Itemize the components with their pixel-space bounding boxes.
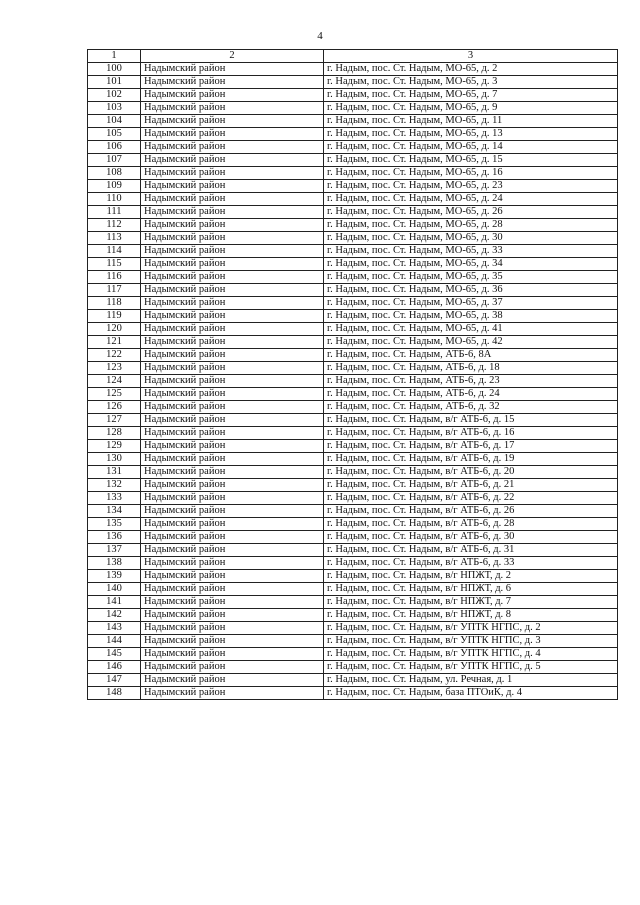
row-number: 141 [88, 596, 141, 609]
row-number: 117 [88, 284, 141, 297]
row-number: 128 [88, 427, 141, 440]
address-cell: г. Надым, пос. Ст. Надым, МО-65, д. 34 [324, 258, 618, 271]
address-cell: г. Надым, пос. Ст. Надым, в/г НПЖТ, д. 6 [324, 583, 618, 596]
address-cell: г. Надым, пос. Ст. Надым, в/г АТБ-6, д. 30 [324, 531, 618, 544]
table-row [88, 89, 618, 102]
row-number: 101 [88, 76, 141, 89]
row-number: 145 [88, 648, 141, 661]
row-number: 120 [88, 323, 141, 336]
row-number: 135 [88, 518, 141, 531]
row-number: 103 [88, 102, 141, 115]
table-row [88, 349, 618, 362]
address-cell: г. Надым, пос. Ст. Надым, в/г УПТК НГПС, д. 3 [324, 635, 618, 648]
address-cell: г. Надым, пос. Ст. Надым, МО-65, д. 26 [324, 206, 618, 219]
column-header-district: 2 [141, 50, 324, 63]
row-number: 143 [88, 622, 141, 635]
row-number: 110 [88, 193, 141, 206]
table-row [88, 141, 618, 154]
district-cell: Надымский район [141, 479, 324, 492]
district-cell: Надымский район [141, 258, 324, 271]
table-row [88, 310, 618, 323]
district-cell: Надымский район [141, 388, 324, 401]
district-cell: Надымский район [141, 518, 324, 531]
table-row [88, 154, 618, 167]
district-cell: Надымский район [141, 167, 324, 180]
address-cell: г. Надым, пос. Ст. Надым, АТБ-6, д. 32 [324, 401, 618, 414]
table-row [88, 206, 618, 219]
row-number: 121 [88, 336, 141, 349]
table-row [88, 284, 618, 297]
address-cell: г. Надым, пос. Ст. Надым, ул. Речная, д. 1 [324, 674, 618, 687]
district-cell: Надымский район [141, 76, 324, 89]
district-cell: Надымский район [141, 427, 324, 440]
district-cell: Надымский район [141, 466, 324, 479]
table-row [88, 245, 618, 258]
address-cell: г. Надым, пос. Ст. Надым, МО-65, д. 28 [324, 219, 618, 232]
district-cell: Надымский район [141, 375, 324, 388]
row-number: 109 [88, 180, 141, 193]
address-cell: г. Надым, пос. Ст. Надым, АТБ-6, д. 18 [324, 362, 618, 375]
row-number: 133 [88, 492, 141, 505]
address-cell: г. Надым, пос. Ст. Надым, МО-65, д. 16 [324, 167, 618, 180]
row-number: 125 [88, 388, 141, 401]
row-number: 140 [88, 583, 141, 596]
row-number: 100 [88, 63, 141, 76]
district-cell: Надымский район [141, 297, 324, 310]
district-cell: Надымский район [141, 570, 324, 583]
address-cell: г. Надым, пос. Ст. Надым, в/г АТБ-6, д. 33 [324, 557, 618, 570]
district-cell: Надымский район [141, 141, 324, 154]
district-cell: Надымский район [141, 232, 324, 245]
district-cell: Надымский район [141, 609, 324, 622]
row-number: 123 [88, 362, 141, 375]
address-cell: г. Надым, пос. Ст. Надым, в/г АТБ-6, д. 17 [324, 440, 618, 453]
row-number: 148 [88, 687, 141, 700]
table-row [88, 544, 618, 557]
address-cell: г. Надым, пос. Ст. Надым, МО-65, д. 42 [324, 336, 618, 349]
table-row [88, 167, 618, 180]
address-cell: г. Надым, пос. Ст. Надым, в/г АТБ-6, д. 31 [324, 544, 618, 557]
column-header-number: 1 [88, 50, 141, 63]
district-cell: Надымский район [141, 245, 324, 258]
address-cell: г. Надым, пос. Ст. Надым, МО-65, д. 36 [324, 284, 618, 297]
address-cell: г. Надым, пос. Ст. Надым, в/г АТБ-6, д. 16 [324, 427, 618, 440]
table-row [88, 128, 618, 141]
table-row [88, 375, 618, 388]
address-cell: г. Надым, пос. Ст. Надым, база ПТОиК, д. 4 [324, 687, 618, 700]
address-cell: г. Надым, пос. Ст. Надым, МО-65, д. 24 [324, 193, 618, 206]
row-number: 118 [88, 297, 141, 310]
row-number: 106 [88, 141, 141, 154]
table-row [88, 635, 618, 648]
row-number: 108 [88, 167, 141, 180]
row-number: 147 [88, 674, 141, 687]
table-row [88, 440, 618, 453]
district-cell: Надымский район [141, 544, 324, 557]
table-row [88, 115, 618, 128]
row-number: 127 [88, 414, 141, 427]
table-row [88, 271, 618, 284]
district-cell: Надымский район [141, 180, 324, 193]
district-cell: Надымский район [141, 492, 324, 505]
table-row [88, 518, 618, 531]
row-number: 131 [88, 466, 141, 479]
district-cell: Надымский район [141, 193, 324, 206]
table-row [88, 570, 618, 583]
address-cell: г. Надым, пос. Ст. Надым, МО-65, д. 11 [324, 115, 618, 128]
address-cell: г. Надым, пос. Ст. Надым, МО-65, д. 33 [324, 245, 618, 258]
row-number: 105 [88, 128, 141, 141]
row-number: 146 [88, 661, 141, 674]
row-number: 107 [88, 154, 141, 167]
row-number: 114 [88, 245, 141, 258]
table-row [88, 427, 618, 440]
row-number: 102 [88, 89, 141, 102]
row-number: 116 [88, 271, 141, 284]
district-cell: Надымский район [141, 323, 324, 336]
row-number: 132 [88, 479, 141, 492]
table-row [88, 479, 618, 492]
district-cell: Надымский район [141, 128, 324, 141]
district-cell: Надымский район [141, 635, 324, 648]
district-cell: Надымский район [141, 115, 324, 128]
address-cell: г. Надым, пос. Ст. Надым, МО-65, д. 7 [324, 89, 618, 102]
table-row [88, 687, 618, 700]
address-cell: г. Надым, пос. Ст. Надым, в/г АТБ-6, д. 22 [324, 492, 618, 505]
address-cell: г. Надым, пос. Ст. Надым, МО-65, д. 30 [324, 232, 618, 245]
table-body [88, 63, 618, 700]
district-cell: Надымский район [141, 531, 324, 544]
address-cell: г. Надым, пос. Ст. Надым, в/г АТБ-6, д. 15 [324, 414, 618, 427]
row-number: 111 [88, 206, 141, 219]
address-cell: г. Надым, пос. Ст. Надым, МО-65, д. 35 [324, 271, 618, 284]
district-cell: Надымский район [141, 336, 324, 349]
table-row [88, 505, 618, 518]
address-cell: г. Надым, пос. Ст. Надым, в/г НПЖТ, д. 2 [324, 570, 618, 583]
address-cell: г. Надым, пос. Ст. Надым, в/г УПТК НГПС, д. 5 [324, 661, 618, 674]
district-cell: Надымский район [141, 674, 324, 687]
table-row [88, 232, 618, 245]
table-row [88, 531, 618, 544]
address-cell: г. Надым, пос. Ст. Надым, в/г АТБ-6, д. 19 [324, 453, 618, 466]
column-header-address: 3 [324, 50, 618, 63]
address-cell: г. Надым, пос. Ст. Надым, МО-65, д. 13 [324, 128, 618, 141]
row-number: 137 [88, 544, 141, 557]
table-row [88, 63, 618, 76]
address-cell: г. Надым, пос. Ст. Надым, МО-65, д. 41 [324, 323, 618, 336]
row-number: 119 [88, 310, 141, 323]
address-cell: г. Надым, пос. Ст. Надым, МО-65, д. 14 [324, 141, 618, 154]
table-row [88, 102, 618, 115]
address-cell: г. Надым, пос. Ст. Надым, МО-65, д. 3 [324, 76, 618, 89]
address-cell: г. Надым, пос. Ст. Надым, в/г АТБ-6, д. 21 [324, 479, 618, 492]
table-row [88, 674, 618, 687]
table-row [88, 609, 618, 622]
district-cell: Надымский район [141, 284, 324, 297]
row-number: 139 [88, 570, 141, 583]
table-row [88, 414, 618, 427]
address-cell: г. Надым, пос. Ст. Надым, МО-65, д. 15 [324, 154, 618, 167]
table-row [88, 401, 618, 414]
district-cell: Надымский район [141, 440, 324, 453]
address-cell: г. Надым, пос. Ст. Надым, в/г АТБ-6, д. 28 [324, 518, 618, 531]
district-cell: Надымский район [141, 271, 324, 284]
table-row [88, 466, 618, 479]
district-cell: Надымский район [141, 648, 324, 661]
table-row [88, 219, 618, 232]
row-number: 112 [88, 219, 141, 232]
district-cell: Надымский район [141, 154, 324, 167]
table-row [88, 661, 618, 674]
row-number: 115 [88, 258, 141, 271]
district-cell: Надымский район [141, 583, 324, 596]
district-cell: Надымский район [141, 401, 324, 414]
address-cell: г. Надым, пос. Ст. Надым, АТБ-6, д. 23 [324, 375, 618, 388]
table-row [88, 388, 618, 401]
address-cell: г. Надым, пос. Ст. Надым, в/г АТБ-6, д. 26 [324, 505, 618, 518]
table-row [88, 297, 618, 310]
district-cell: Надымский район [141, 219, 324, 232]
address-cell: г. Надым, пос. Ст. Надым, в/г УПТК НГПС, д. 4 [324, 648, 618, 661]
district-cell: Надымский район [141, 310, 324, 323]
address-cell: г. Надым, пос. Ст. Надым, АТБ-6, 8А [324, 349, 618, 362]
row-number: 129 [88, 440, 141, 453]
row-number: 136 [88, 531, 141, 544]
address-cell: г. Надым, пос. Ст. Надым, в/г АТБ-6, д. 20 [324, 466, 618, 479]
table-row [88, 258, 618, 271]
address-table [87, 49, 618, 700]
table-row [88, 323, 618, 336]
address-cell: г. Надым, пос. Ст. Надым, МО-65, д. 9 [324, 102, 618, 115]
table-row [88, 336, 618, 349]
table-row [88, 180, 618, 193]
district-cell: Надымский район [141, 102, 324, 115]
district-cell: Надымский район [141, 206, 324, 219]
address-cell: г. Надым, пос. Ст. Надым, в/г НПЖТ, д. 7 [324, 596, 618, 609]
table-row [88, 648, 618, 661]
district-cell: Надымский район [141, 89, 324, 102]
address-cell: г. Надым, пос. Ст. Надым, в/г НПЖТ, д. 8 [324, 609, 618, 622]
district-cell: Надымский район [141, 661, 324, 674]
row-number: 130 [88, 453, 141, 466]
address-cell: г. Надым, пос. Ст. Надым, МО-65, д. 2 [324, 63, 618, 76]
district-cell: Надымский район [141, 453, 324, 466]
table-header-row [88, 50, 618, 63]
table-row [88, 453, 618, 466]
district-cell: Надымский район [141, 362, 324, 375]
row-number: 104 [88, 115, 141, 128]
table-row [88, 193, 618, 206]
district-cell: Надымский район [141, 349, 324, 362]
table-row [88, 557, 618, 570]
row-number: 113 [88, 232, 141, 245]
row-number: 144 [88, 635, 141, 648]
district-cell: Надымский район [141, 557, 324, 570]
row-number: 142 [88, 609, 141, 622]
page-number: 4 [317, 30, 323, 42]
district-cell: Надымский район [141, 63, 324, 76]
table-row [88, 596, 618, 609]
row-number: 122 [88, 349, 141, 362]
table-row [88, 622, 618, 635]
row-number: 126 [88, 401, 141, 414]
row-number: 134 [88, 505, 141, 518]
row-number: 124 [88, 375, 141, 388]
district-cell: Надымский район [141, 596, 324, 609]
district-cell: Надымский район [141, 622, 324, 635]
address-cell: г. Надым, пос. Ст. Надым, МО-65, д. 38 [324, 310, 618, 323]
district-cell: Надымский район [141, 414, 324, 427]
district-cell: Надымский район [141, 505, 324, 518]
table-row [88, 76, 618, 89]
address-cell: г. Надым, пос. Ст. Надым, МО-65, д. 37 [324, 297, 618, 310]
address-cell: г. Надым, пос. Ст. Надым, в/г УПТК НГПС, д. 2 [324, 622, 618, 635]
table-row [88, 492, 618, 505]
address-cell: г. Надым, пос. Ст. Надым, АТБ-6, д. 24 [324, 388, 618, 401]
district-cell: Надымский район [141, 687, 324, 700]
table-row [88, 362, 618, 375]
address-cell: г. Надым, пос. Ст. Надым, МО-65, д. 23 [324, 180, 618, 193]
row-number: 138 [88, 557, 141, 570]
table-row [88, 583, 618, 596]
